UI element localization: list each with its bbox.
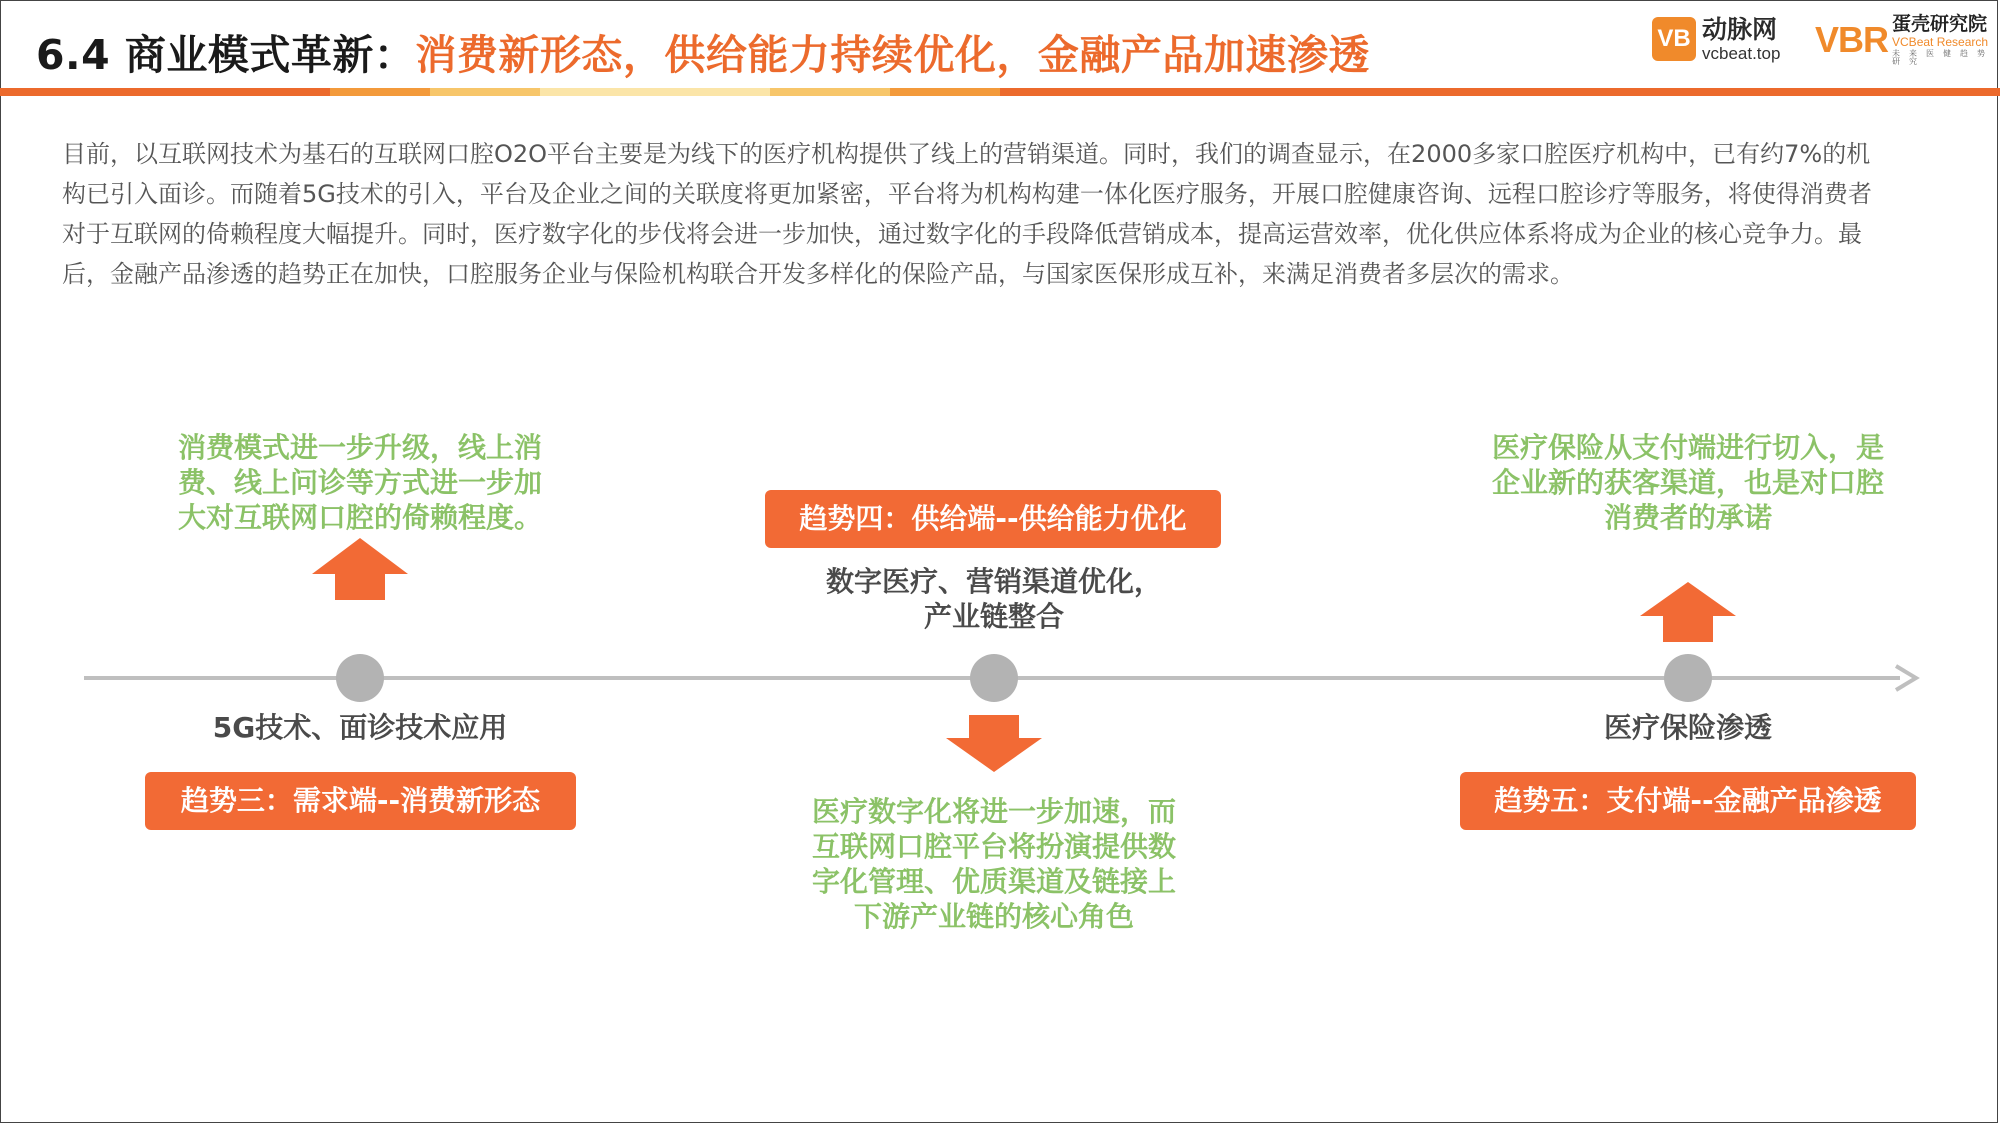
up-arrow-icon [312, 538, 408, 600]
trend5-description-line: 企业新的获客渠道，也是对口腔 [1491, 466, 1884, 499]
title-prefix: 6.4 商业模式革新： [36, 31, 416, 79]
trend5-description-line: 医疗保险从支付端进行切入，是 [1491, 431, 1884, 464]
trend4-badge: 趋势四：供给端--供给能力优化 [765, 490, 1221, 548]
trend5-description-line: 消费者的承诺 [1603, 501, 1772, 534]
vbr-logo-sub: 未来医健趋势研究 [1892, 48, 1995, 66]
vcbeat-logo-en: vcbeat.top [1702, 43, 1781, 63]
trend4-description-line: 字化管理、优质渠道及链接上 [811, 865, 1176, 898]
title-highlight: 消费新形态，供给能力持续优化，金融产品加速渗透 [415, 31, 1370, 79]
trend4-description-line: 下游产业链的核心角色 [853, 900, 1134, 933]
up-arrow-icon [1640, 582, 1736, 642]
trend4-node-label [780, 564, 1208, 634]
trend3-description [150, 430, 570, 535]
trend5-description [1456, 430, 1920, 535]
vbr-logo-cn: 蛋壳研究院 [1892, 12, 1988, 35]
vbr-logo-en: VCBeat Research [1892, 34, 1989, 49]
vcbeat-logo-cn: 动脉网 [1702, 14, 1778, 44]
trend3-description-line: 费、线上问诊等方式进一步加 [177, 466, 542, 499]
timeline-node-2 [970, 654, 1018, 702]
intro-paragraph: 目前，以互联网技术为基石的互联网口腔O2O平台主要是为线下的医疗机构提供了线上的营销渠道。同时，我们的调查显示，在2000多家口腔医疗机构中，已有约7%的机构已引入面诊。而随着5G技术的引入，平台及企业之间的关联度将更加紧密，平台将为机构构建一体化医疗服务，开展口腔健康咨询、远程口腔诊疗等服务，将使得消费者对于互联网的倚赖程度大幅提升。同时，医疗数字化的步伐将会进一步加快，通过数字化的手段降低营销成本，提高运营效率，优化供应体系将成为企业的核心竞争力。最后，金融产品渗透的趋势正在加快，口腔服务企业与保险机构联合开发多样化的保险产品，与国家医保形成互补，来满足消费者多层次的需求。 [62, 140, 1872, 288]
trend4-description-line: 互联网口腔平台将扮演提供数 [811, 830, 1176, 863]
vbr-logo-mark: VBR [1815, 19, 1889, 60]
trend4-node-label-line: 产业链整合 [923, 600, 1064, 633]
trend3-node-label: 5G技术、面诊技术应用 [212, 711, 508, 744]
timeline-node-1 [336, 654, 384, 702]
trend3-description-line: 大对互联网口腔的倚赖程度。 [177, 501, 542, 534]
trend3-badge: 趋势三：需求端--消费新形态 [145, 772, 576, 830]
trend5-badge: 趋势五：支付端--金融产品渗透 [1460, 772, 1916, 830]
timeline-node-3 [1664, 654, 1712, 702]
trend3-description-line: 消费模式进一步升级，线上消 [177, 431, 542, 464]
trend4-description-line: 医疗数字化将进一步加速，而 [811, 795, 1176, 828]
trend4-description [780, 794, 1208, 934]
trend4-node-label-line: 数字医疗、营销渠道优化， [825, 565, 1162, 598]
trend5-node-label: 医疗保险渗透 [1603, 711, 1772, 744]
down-arrow-icon [946, 715, 1042, 772]
vcbeat-logo-mark: VB [1652, 17, 1696, 61]
